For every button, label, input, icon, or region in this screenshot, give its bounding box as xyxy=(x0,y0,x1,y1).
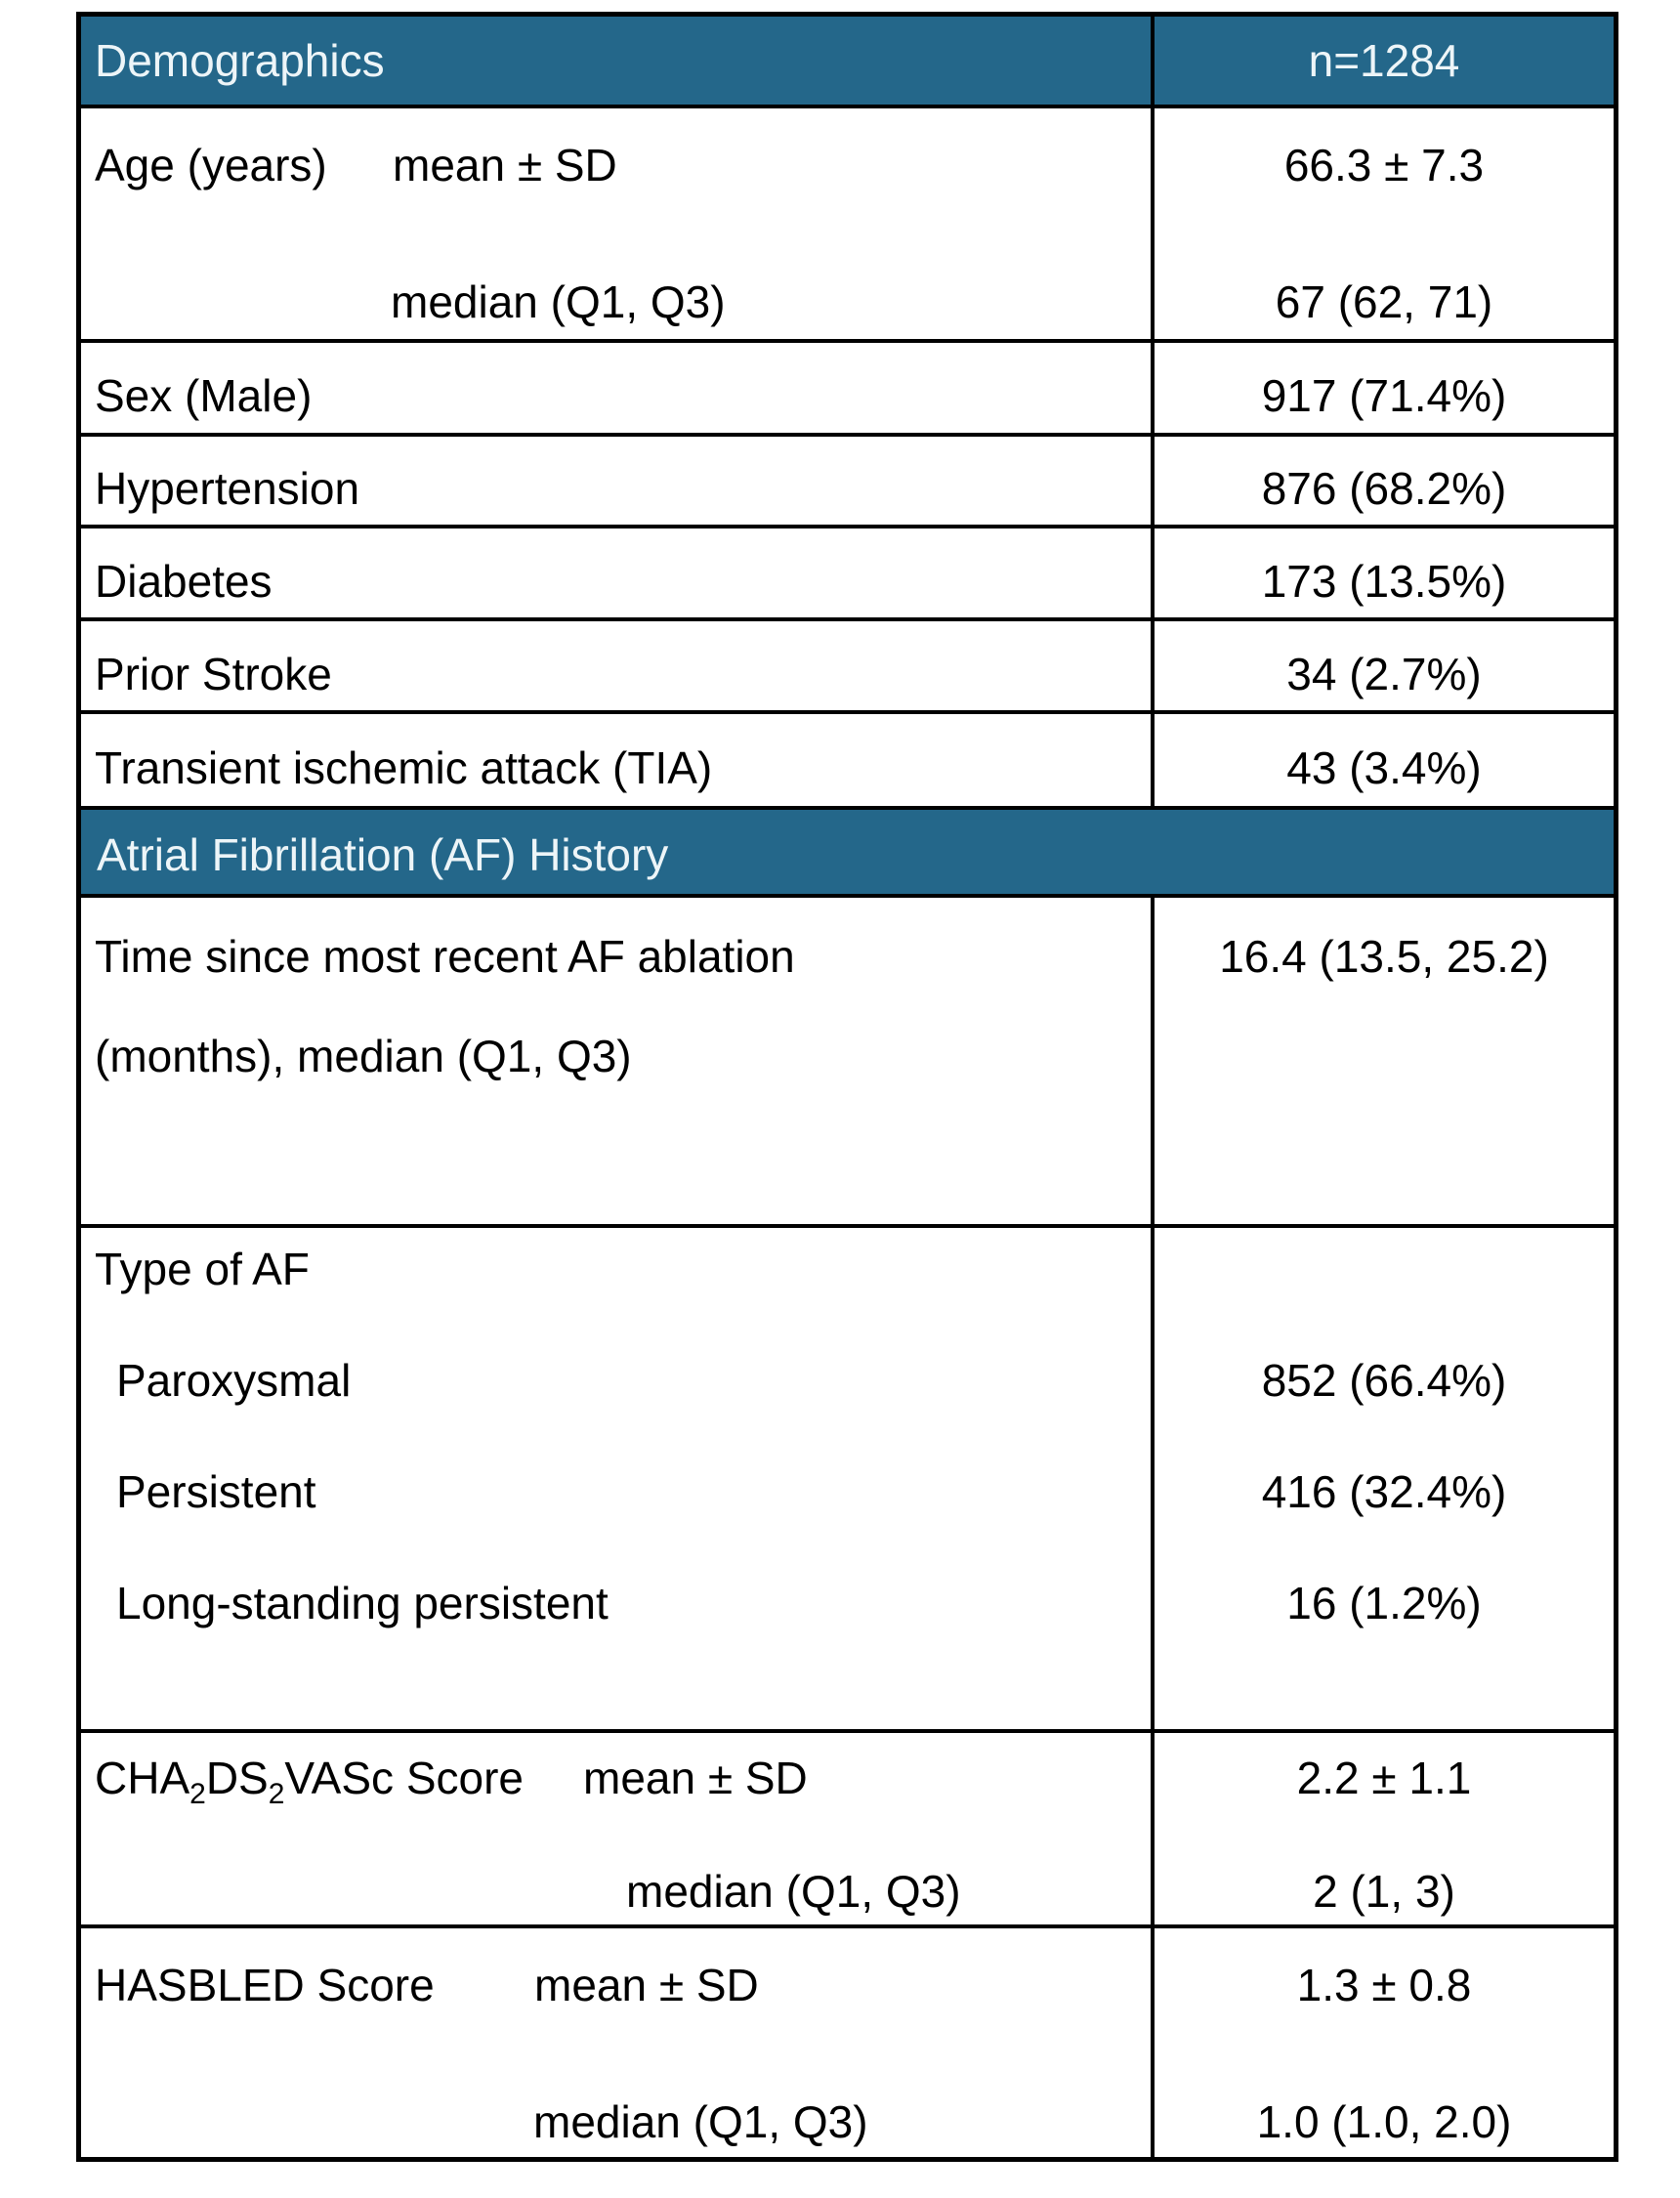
prior-stroke-label-cell xyxy=(81,621,1151,710)
header-title: Demographics xyxy=(95,35,385,86)
tia-value-cell xyxy=(1151,714,1614,806)
hasbled-row xyxy=(81,1924,1614,2157)
time-since-ablation-row xyxy=(81,894,1614,1224)
hasbled-label: HASBLED Score xyxy=(95,1960,435,2010)
longstanding-label: Long-standing persistent xyxy=(116,1578,609,1628)
cha2ds2vasc-value-cell xyxy=(1151,1733,1614,1924)
diabetes-label: Diabetes xyxy=(95,555,273,607)
header-cell-demographics xyxy=(81,17,1151,105)
cha2ds2vasc-row xyxy=(81,1729,1614,1924)
age-row xyxy=(81,105,1614,339)
type-of-af-label-cell xyxy=(81,1228,1151,1729)
diabetes-row xyxy=(81,525,1614,617)
age-label-cell xyxy=(81,108,1151,339)
tia-label-cell xyxy=(81,714,1151,806)
age-stat-mean-sd: mean ± SD xyxy=(393,140,617,190)
type-of-af-value-cell xyxy=(1151,1228,1614,1729)
paroxysmal-value: 852 (66.4%) xyxy=(1261,1355,1507,1406)
cha2ds2vasc-mean-value: 2.2 ± 1.1 xyxy=(1296,1753,1472,1803)
diabetes-label-cell xyxy=(81,528,1151,617)
prior-stroke-value: 34 (2.7%) xyxy=(1286,648,1482,699)
age-label: Age (years) xyxy=(95,140,327,190)
hasbled-label-cell xyxy=(81,1928,1151,2157)
tia-row xyxy=(81,710,1614,806)
cha2ds2vasc-label: $CHA_2DS_2VASc$ Score xyxy=(95,1753,524,1811)
cha2ds2vasc-stat-median: median (Q1, Q3) xyxy=(626,1866,961,1917)
age-median-value: 67 (62, 71) xyxy=(1275,276,1493,327)
persistent-label: Persistent xyxy=(116,1466,316,1517)
diabetes-value: 173 (13.5%) xyxy=(1261,555,1507,607)
persistent-value: 416 (32.4%) xyxy=(1261,1466,1507,1517)
type-of-af-label: Type of AF xyxy=(95,1244,310,1294)
paroxysmal-label: Paroxysmal xyxy=(116,1355,352,1406)
hypertension-value: 876 (68.2%) xyxy=(1261,463,1507,514)
hypertension-value-cell xyxy=(1151,437,1614,525)
hasbled-median-value: 1.0 (1.0, 2.0) xyxy=(1256,2096,1512,2147)
prior-stroke-row xyxy=(81,617,1614,710)
hypertension-label-cell xyxy=(81,437,1151,525)
cha2ds2vasc-median-value: 2 (1, 3) xyxy=(1313,1866,1455,1917)
time-label-cell xyxy=(81,898,1151,1224)
tia-value: 43 (3.4%) xyxy=(1286,742,1482,793)
sex-label: Sex (Male) xyxy=(95,370,313,421)
tia-label: Transient ischemic attack (TIA) xyxy=(95,742,713,793)
af-history-section-title: Atrial Fibrillation (AF) History xyxy=(97,829,669,880)
header-cell-count xyxy=(1151,17,1614,105)
sex-value: 917 (71.4%) xyxy=(1261,370,1507,421)
type-of-af-row xyxy=(81,1224,1614,1729)
table-header-row xyxy=(81,17,1614,105)
sex-label-cell xyxy=(81,343,1151,433)
longstanding-value: 16 (1.2%) xyxy=(1286,1578,1482,1628)
hasbled-mean-value: 1.3 ± 0.8 xyxy=(1296,1960,1472,2010)
sex-row xyxy=(81,339,1614,433)
demographics-table xyxy=(76,12,1618,2162)
age-value-cell xyxy=(1151,108,1614,339)
hypertension-row xyxy=(81,433,1614,525)
sample-size: n=1284 xyxy=(1308,35,1460,86)
hasbled-stat-median: median (Q1, Q3) xyxy=(533,2096,868,2147)
hasbled-stat-mean-sd: mean ± SD xyxy=(534,1960,759,2010)
hasbled-value-cell xyxy=(1151,1928,1614,2157)
cha2ds2vasc-stat-mean-sd: mean ± SD xyxy=(583,1753,808,1803)
prior-stroke-label: Prior Stroke xyxy=(95,648,332,699)
time-value: 16.4 (13.5, 25.2) xyxy=(1219,931,1549,982)
diabetes-value-cell xyxy=(1151,528,1614,617)
hypertension-label: Hypertension xyxy=(95,463,360,514)
prior-stroke-value-cell xyxy=(1151,621,1614,710)
time-label-line1: Time since most recent AF ablation xyxy=(95,931,795,982)
af-history-section-row xyxy=(81,806,1614,894)
cha2ds2vasc-label-cell xyxy=(81,1733,1151,1924)
age-mean-value: 66.3 ± 7.3 xyxy=(1283,140,1485,190)
time-label-line2: (months), median (Q1, Q3) xyxy=(95,1031,632,1081)
sex-value-cell xyxy=(1151,343,1614,433)
age-stat-median: median (Q1, Q3) xyxy=(391,276,726,327)
time-value-cell xyxy=(1151,898,1614,1224)
